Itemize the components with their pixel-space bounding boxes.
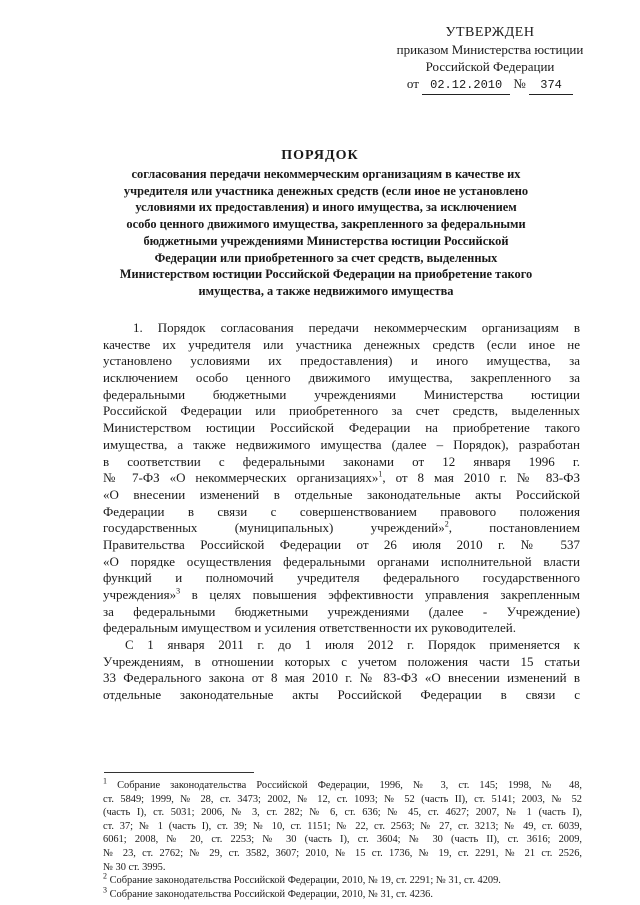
body-line — [103, 470, 580, 487]
body-line: функций и полномочий учредителя федерального государственного — [103, 570, 580, 586]
body-text-run: № 7-ФЗ «О некоммерческих организациях» — [103, 470, 379, 486]
footnote-text: Собрание законодательства Российской Федерации, 1996, № 3, ст. 145; 1998, № 48, — [117, 780, 582, 791]
footnote-marker-1: 1 — [103, 776, 107, 786]
approval-number-prefix: № — [513, 76, 526, 91]
footnote-line: ст. 5849; 1999, № 28, ст. 3473; 2002, № 12, ст. 1093; № 52 (часть II), ст. 5141; 2003, № 52 — [103, 793, 582, 805]
body-line: исключением особо ценного движимого имущества, закрепленного за — [103, 370, 580, 386]
footnote-line: № 23, ст. 2762; № 29, ст. 3582, 3607; 2010, № 15 ст. 1736, № 19, ст. 2291, № 21 ст. 2526, — [103, 847, 582, 859]
footnote-ref-3: 3 — [176, 586, 181, 596]
approval-date-line — [360, 75, 620, 95]
footnote-3 — [103, 885, 582, 902]
subtitle-line: бюджетными учреждениями Министерства юстиции Российской — [143, 233, 509, 248]
approval-date-prefix: от — [406, 76, 419, 91]
approval-line-country: Российской Федерации — [425, 59, 555, 74]
subtitle-line: Федерации или приобретенного за счет средств, выделенных — [154, 250, 498, 265]
body-line — [103, 520, 580, 537]
footnote-text: Собрание законодательства Российской Федерации, 2010, № 31, ст. 4236. — [109, 888, 433, 900]
body-line: федеральным имуществом и усиления ответственности их руководителей. — [103, 620, 516, 636]
body-line: отдельные законодательные акты Российской Федерации в связи с — [103, 687, 580, 703]
body-line: С 1 января 2011 г. до 1 июля 2012 г. Порядок применяется к — [125, 637, 580, 653]
footnote-text: Собрание законодательства Российской Федерации, 2010, № 19, ст. 2291; № 31, ст. 4209. — [109, 875, 501, 887]
approval-stamp — [360, 24, 620, 95]
document-body — [103, 320, 580, 704]
footnote-line: (часть I), ст. 5031; 2006, № 3, ст. 282; № 6, ст. 636; № 45, ст. 4627; 2007, № 1 (часть I), — [103, 807, 582, 819]
body-text-run: в целях повышения эффективности управления закрепленным — [180, 587, 580, 602]
body-line: качестве их учредителя или участника денежных средств (если иное не — [103, 336, 580, 352]
footnote-line: № 30 ст. 3995. — [103, 861, 166, 873]
footnotes — [103, 776, 582, 901]
body-line: 1. Порядок согласования передачи некоммерческим организациям в — [133, 320, 580, 335]
body-line: в соответствии с федеральными законами от 12 января 1996 г. — [103, 453, 580, 469]
footnote-ref-2: 2 — [444, 519, 449, 529]
document-title: ПОРЯДОК — [281, 148, 359, 163]
body-line: федеральными бюджетными учреждениями Министерства юстиции — [103, 386, 580, 402]
footnote-ref-1: 1 — [378, 469, 383, 479]
body-text-run: , от 8 мая 2010 г. № 83-ФЗ — [382, 470, 580, 486]
subtitle-line: согласования передачи некоммерческим организациям в качестве их — [131, 167, 521, 181]
footnote-separator — [104, 772, 254, 773]
approval-date: 02.12.2010 — [422, 77, 510, 95]
body-line: «О порядке осуществления федеральными органами исполнительной власти — [103, 553, 580, 569]
footnote-marker-2: 2 — [103, 871, 107, 881]
footnote-marker-3: 3 — [103, 885, 107, 895]
body-line: имущества, а также недвижимого имущества (далее – Порядок), разработан — [103, 436, 580, 452]
subtitle-line: особо ценного движимого имущества, закрепленного за федеральными — [126, 217, 526, 232]
body-line: Федерации в связи с совершенствованием правового положения — [103, 503, 580, 519]
document-subtitle — [108, 166, 544, 300]
body-line: Правительства Российской Федерации от 26 июля 2010 г. № 537 — [103, 536, 580, 552]
body-line — [103, 587, 580, 604]
body-line: «О внесении изменений в отдельные законодательные акты Российской — [103, 486, 580, 502]
body-line: Учреждениям, в отношении которых с учетом положения части 15 статьи — [103, 653, 580, 669]
body-text-run: государственных (муниципальных) учреждений» — [103, 520, 445, 536]
footnote-line: ст. 37; № 1 (часть I), ст. 39; № 10, ст. 1151; № 22, ст. 2563; № 27, ст. 3213; № 49, ст. 6039, — [103, 820, 582, 832]
body-line: за федеральными бюджетными учреждениями (далее - Учреждение) — [103, 603, 580, 619]
footnote-1 — [103, 776, 582, 793]
subtitle-line: Министерством юстиции Российской Федерации на приобретение такого — [119, 267, 533, 282]
subtitle-line: учредителя или участника денежных средств (если иное не установлено — [123, 183, 529, 198]
footnote-line: 6061; 2008, № 20, ст. 2253; № 30 (часть I), ст. 3604; № 30 (часть II), ст. 3616; 2009, — [103, 834, 582, 846]
approval-number: 374 — [529, 77, 573, 95]
body-line: Министерством юстиции Российской Федерации на приобретение такого — [103, 420, 580, 436]
approval-title: УТВЕРЖДЕН — [445, 25, 535, 40]
approval-line-ministry: приказом Министерства юстиции — [396, 42, 584, 57]
body-text-run: учреждения» — [103, 587, 177, 602]
subtitle-line: условиями их предоставления) и иного имущества, за исключением — [135, 200, 517, 215]
footnote-2 — [103, 871, 582, 888]
body-line: Российской Федерации или приобретенного за счет средств, выделенных — [103, 403, 580, 419]
body-line: 33 Федерального закона от 8 мая 2010 г. № 83-ФЗ «О внесении изменений в — [103, 670, 580, 686]
body-line: установлено условиями их предоставления) и иного имущества, за — [103, 353, 580, 369]
body-text-run: , постановлением — [448, 520, 580, 536]
subtitle-line: имущества, а также недвижимого имущества — [198, 283, 454, 298]
